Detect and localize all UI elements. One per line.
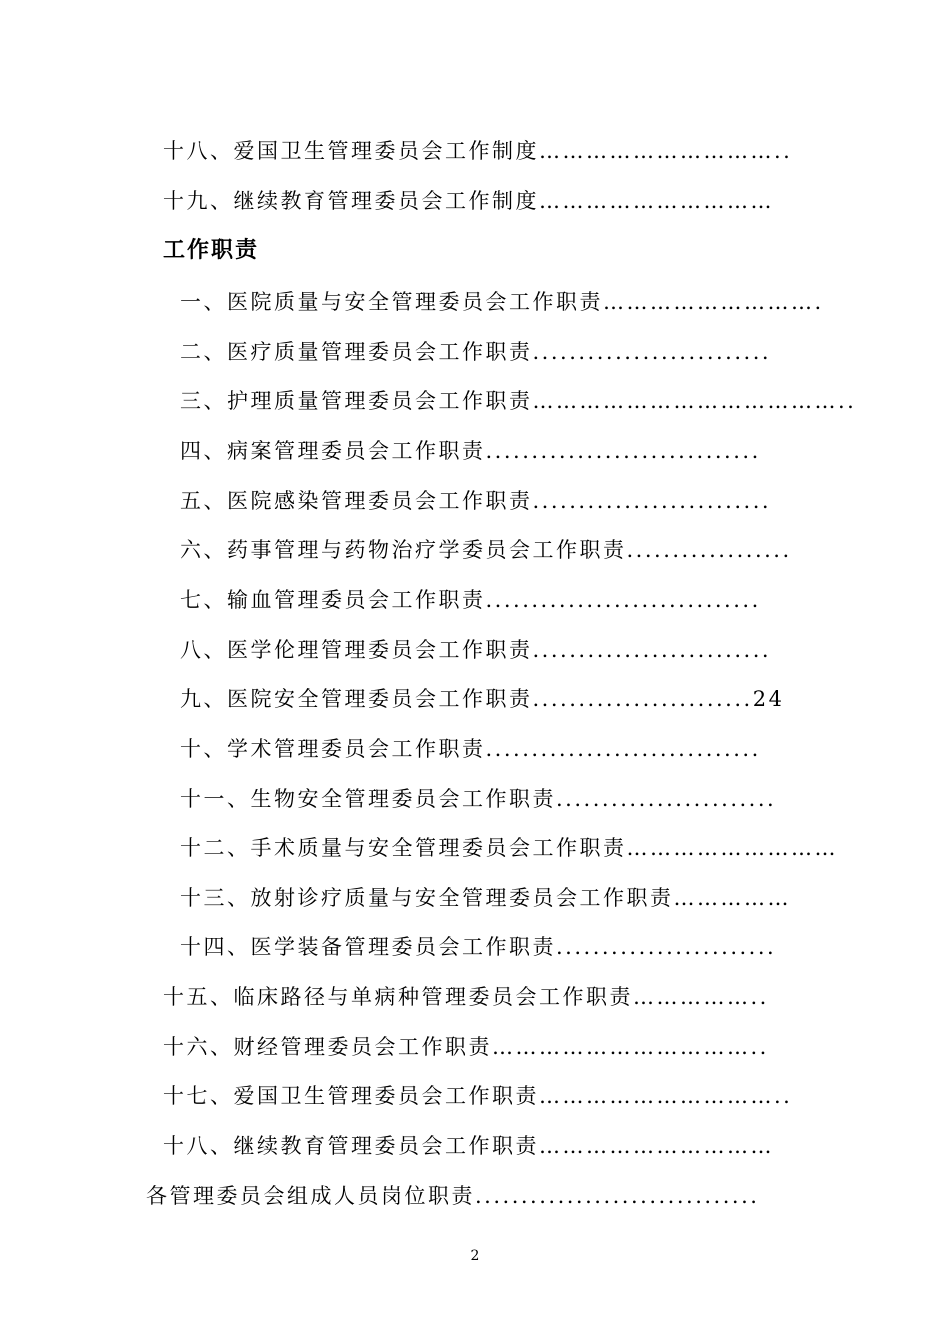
page-number: 2 <box>470 1248 480 1264</box>
toc-line: 一、医院质量与安全管理委员会工作职责………………………. <box>180 290 824 314</box>
toc-line: 十八、继续教育管理委员会工作职责………………………… <box>163 1134 774 1158</box>
toc-line: 五、医院感染管理委员会工作职责.......................... <box>180 489 772 513</box>
toc-line: 四、病案管理委员会工作职责.............................. <box>180 439 761 463</box>
toc-line: 十八、爱国卫生管理委员会工作制度………………………….. <box>163 139 793 163</box>
toc-line: 六、药事管理与药物治疗学委员会工作职责.................. <box>180 538 792 562</box>
toc-line: 十一、生物安全管理委员会工作职责........................ <box>180 787 777 811</box>
toc-line: 八、医学伦理管理委员会工作职责.......................... <box>180 638 772 662</box>
toc-line: 十七、爱国卫生管理委员会工作职责………………………….. <box>163 1084 793 1108</box>
toc-line: 十九、继续教育管理委员会工作制度………………………… <box>163 189 774 213</box>
toc-line: 十六、财经管理委员会工作职责…………………………….. <box>163 1035 769 1059</box>
toc-line: 十、学术管理委员会工作职责.............................. <box>180 737 761 761</box>
toc-line: 九、医院安全管理委员会工作职责........................24 <box>180 687 785 711</box>
toc-line: 十三、放射诊疗质量与安全管理委员会工作职责…………… <box>180 886 791 910</box>
toc-line: 二、医疗质量管理委员会工作职责.......................... <box>180 340 772 364</box>
toc-line: 十四、医学装备管理委员会工作职责........................ <box>180 935 777 959</box>
toc-line: 十五、临床路径与单病种管理委员会工作职责…………….. <box>163 985 769 1009</box>
toc-line: 三、护理质量管理委员会工作职责………………………………….. <box>180 389 857 413</box>
section-heading: 工作职责 <box>163 238 260 263</box>
toc-line: 十二、手术质量与安全管理委员会工作职责……………………… <box>180 836 838 860</box>
toc-line: 七、输血管理委员会工作职责.............................. <box>180 588 761 612</box>
toc-line: 各管理委员会组成人员岗位职责............................... <box>146 1184 760 1208</box>
